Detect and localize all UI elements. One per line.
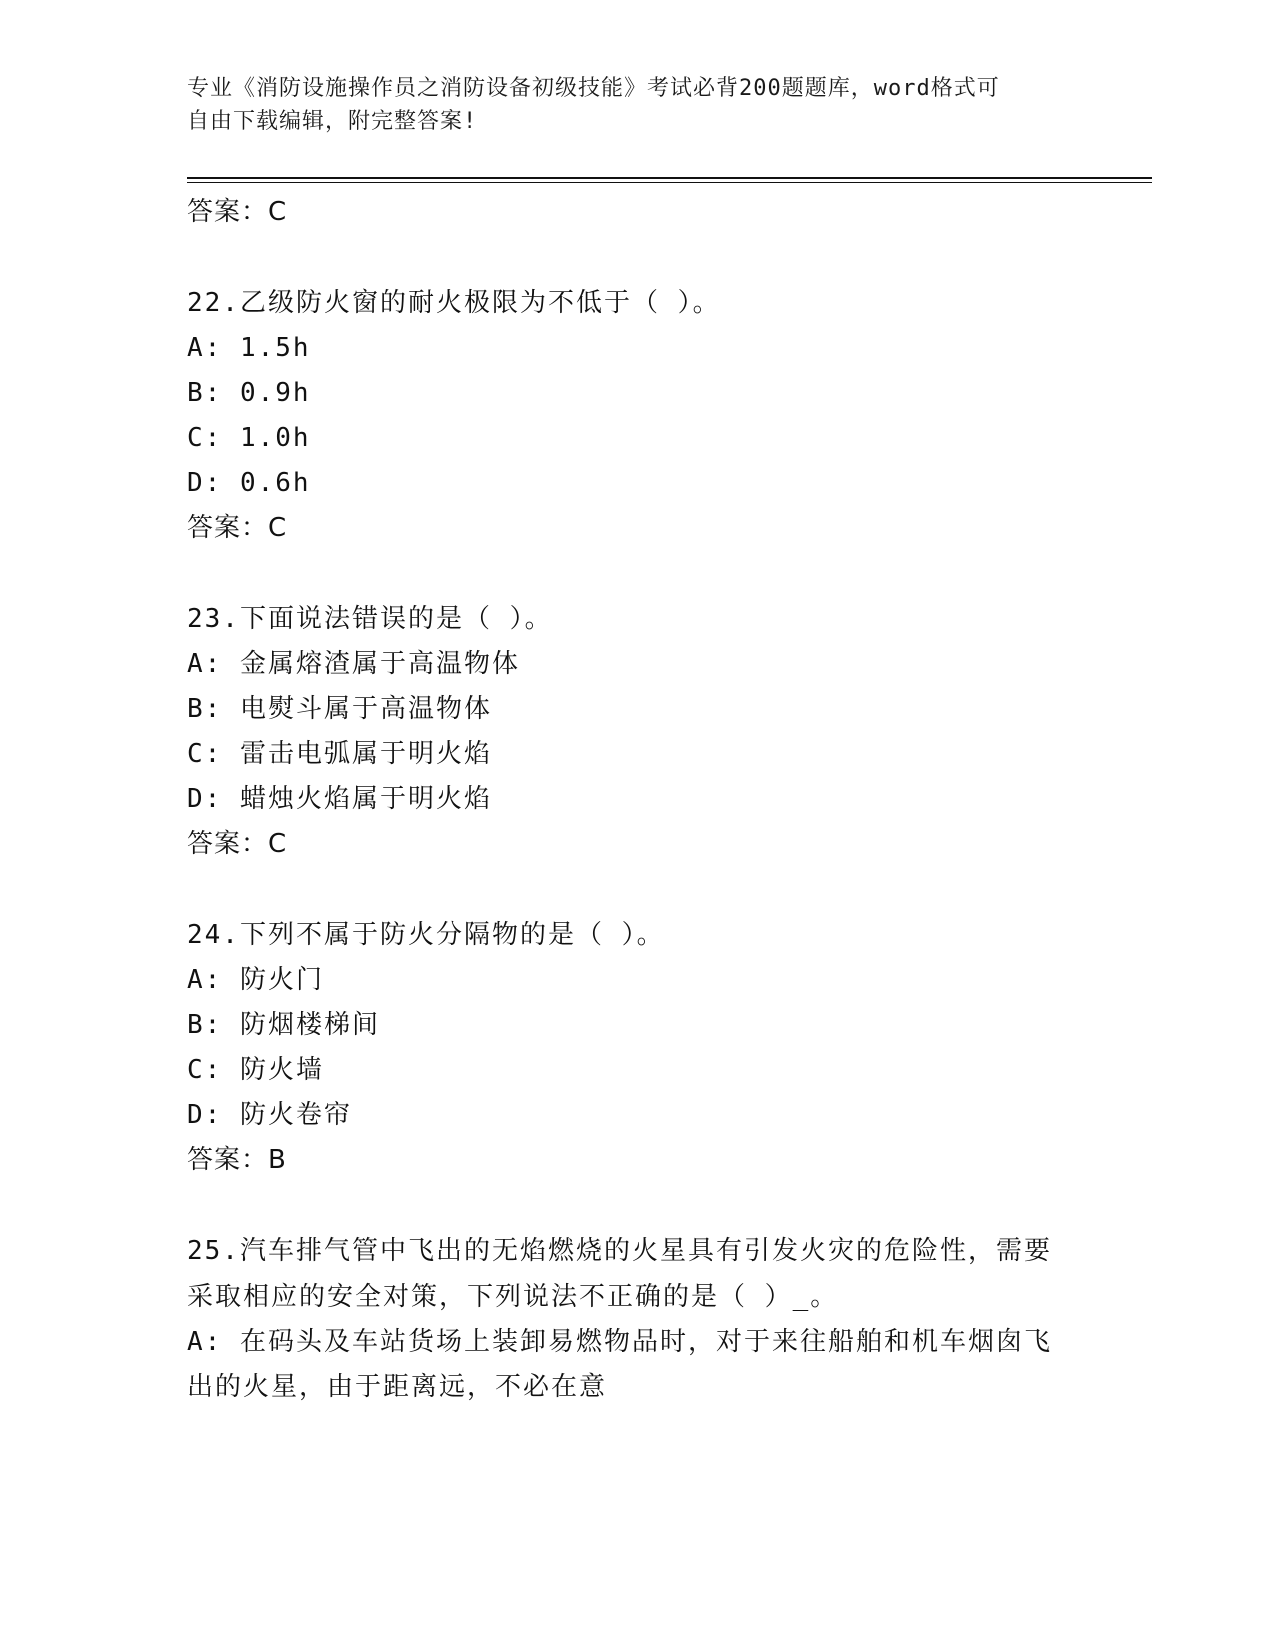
- document-header: [187, 72, 1067, 138]
- answer-line: 答案：C: [187, 829, 288, 859]
- answer-line: 答案：C: [187, 197, 288, 227]
- answer-line: 答案：B: [187, 1145, 287, 1175]
- option-b: B: 电熨斗属于高温物体: [187, 694, 492, 724]
- question-block-23: [187, 596, 1087, 866]
- option-c: C: 1.0h: [187, 423, 311, 453]
- option-b: B: 防烟楼梯间: [187, 1010, 380, 1040]
- question-list: [187, 190, 1087, 1410]
- option-c: C: 防火墙: [187, 1055, 324, 1085]
- option-b: B: 0.9h: [187, 378, 311, 408]
- option-a-line-1: A: 在码头及车站货场上装卸易燃物品时，对于来往船舶和机车烟囱飞: [187, 1327, 1052, 1357]
- spacer: [187, 234, 1087, 280]
- question-text-line-1: 25.汽车排气管中飞出的无焰燃烧的火星具有引发火灾的危险性，需要: [187, 1236, 1052, 1266]
- question-text: 24.下列不属于防火分隔物的是（ ）。: [187, 920, 665, 950]
- header-line-1: 专业《消防设施操作员之消防设备初级技能》考试必背200题题库，word格式可: [187, 76, 1000, 101]
- question-text: 22.乙级防火窗的耐火极限为不低于（ ）。: [187, 288, 721, 318]
- option-c: C: 雷击电弧属于明火焰: [187, 739, 492, 769]
- spacer: [187, 1182, 1087, 1228]
- option-d: D: 0.6h: [187, 468, 311, 498]
- option-a: A: 1.5h: [187, 333, 311, 363]
- question-block-24: [187, 912, 1087, 1182]
- question-block-22: [187, 280, 1087, 550]
- answer-line: 答案：C: [187, 513, 288, 543]
- header-line-2: 自由下载编辑，附完整答案!: [187, 109, 478, 134]
- header-rule-thick: [187, 177, 1152, 179]
- spacer: [187, 866, 1087, 912]
- option-a: A: 防火门: [187, 965, 324, 995]
- question-block-25: [187, 1228, 1087, 1410]
- option-d: D: 防火卷帘: [187, 1100, 352, 1130]
- question-text: 23.下面说法错误的是（ ）。: [187, 604, 553, 634]
- option-a-line-2: 出的火星，由于距离远，不必在意: [187, 1372, 608, 1402]
- spacer: [187, 550, 1087, 596]
- option-a: A: 金属熔渣属于高温物体: [187, 649, 520, 679]
- option-d: D: 蜡烛火焰属于明火焰: [187, 784, 492, 814]
- question-text-line-2: 采取相应的安全对策，下列说法不正确的是（ ）_。: [187, 1282, 839, 1312]
- header-rule-thin: [187, 182, 1152, 183]
